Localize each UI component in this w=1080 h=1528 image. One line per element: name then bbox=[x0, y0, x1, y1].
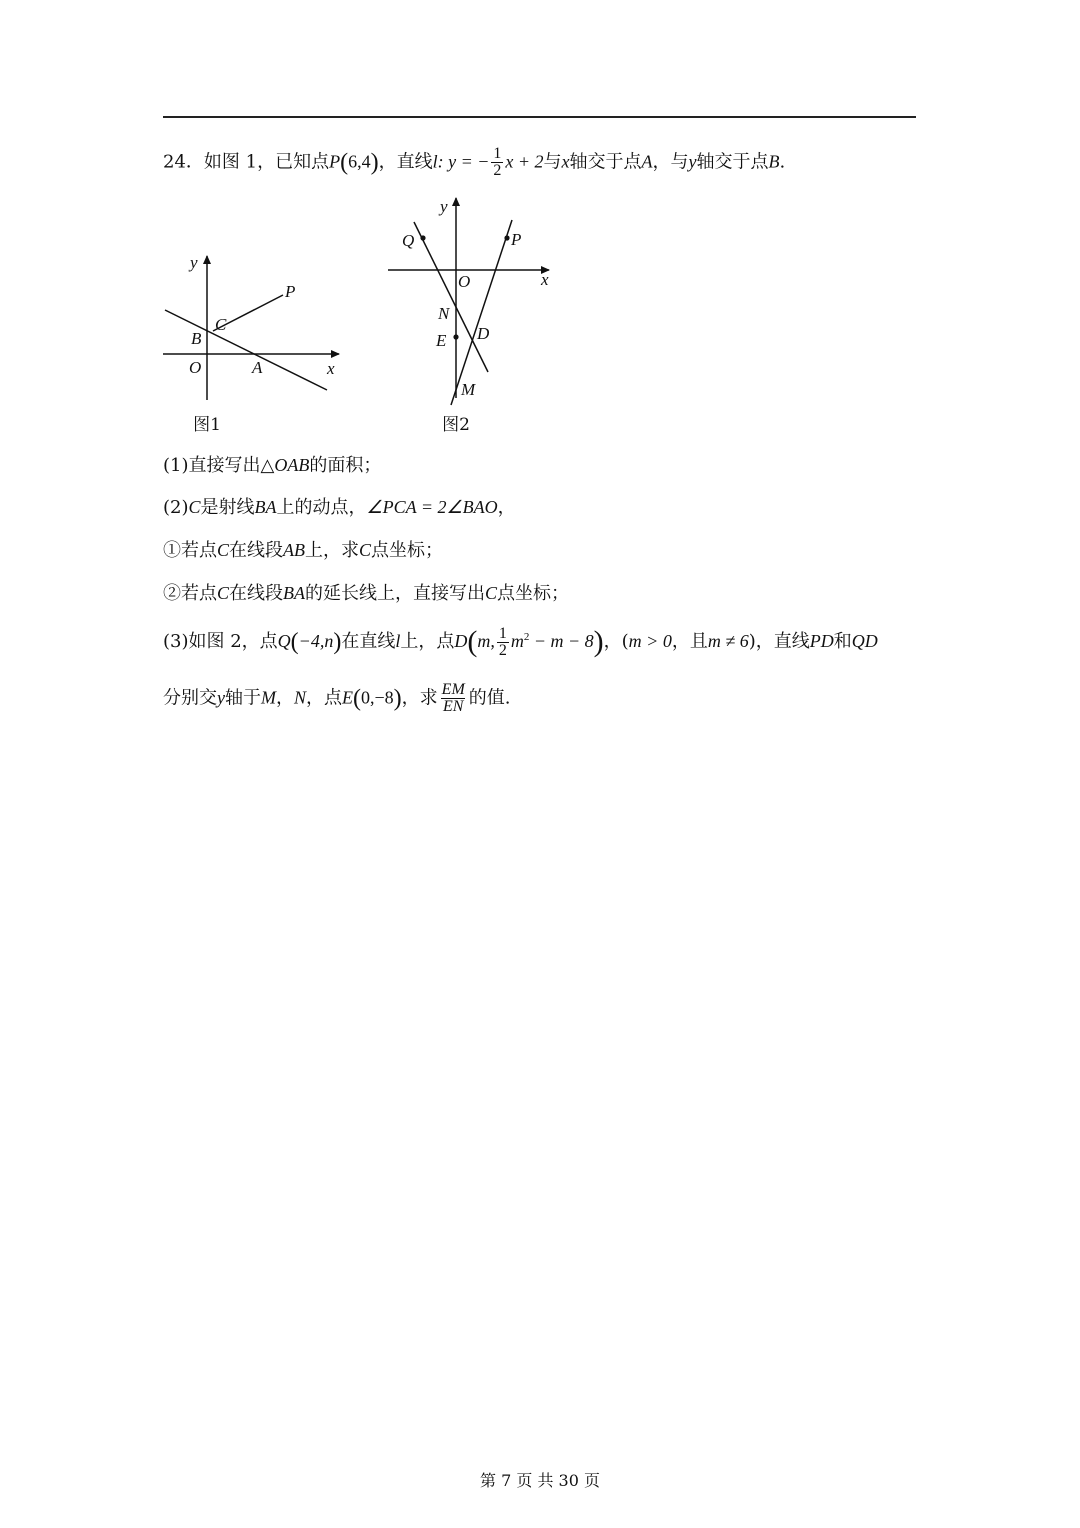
part-2-sub-2: ②若点C在线段BA的延长线上，直接写出C点坐标； bbox=[163, 583, 570, 604]
part-2-sub-1: ①若点C在线段AB上，求C点坐标； bbox=[163, 540, 444, 561]
fig1-label-y: y bbox=[190, 253, 198, 272]
fig2-point-e bbox=[453, 334, 458, 339]
part-2: (2)C是射线BA上的动点，∠PCA = 2∠BAO， bbox=[163, 497, 516, 518]
fig2-label-m: M bbox=[461, 380, 476, 399]
fig2-caption: 图2 bbox=[442, 415, 470, 435]
fig1-label-p: P bbox=[285, 282, 296, 301]
problem-number: 24． bbox=[163, 151, 204, 173]
fig2-label-p: P bbox=[511, 230, 522, 249]
fig1-line-l bbox=[165, 310, 327, 390]
figure-1 bbox=[0, 0, 1080, 460]
fig2-label-q: Q bbox=[402, 231, 415, 250]
fig2-line-pd bbox=[451, 220, 512, 405]
fig1-caption: 图1 bbox=[193, 415, 221, 435]
fraction-half-d: $\frac{1}{2}$ bbox=[498, 624, 507, 659]
fig2-label-e: E bbox=[436, 331, 447, 350]
fig2-label-n: N bbox=[438, 304, 450, 323]
fig2-label-d: D bbox=[477, 324, 490, 343]
fig2-label-y: y bbox=[440, 197, 448, 216]
fig1-label-x: x bbox=[327, 359, 335, 378]
fig2-line-qd bbox=[414, 222, 488, 372]
problem-statement: 24．如图 1，已知点P(6,4)，直线l: y = − $\frac{1}{2}$ x + 2与x轴交于点A，与y轴交于点B. bbox=[163, 145, 786, 179]
fraction-half: $\frac{1}{2}$ bbox=[493, 145, 502, 179]
page-footer: 第 7 页 共 30 页 bbox=[480, 1471, 600, 1490]
fig1-label-o: O bbox=[189, 358, 202, 377]
part-1: (1)直接写出△OAB的面积； bbox=[163, 455, 382, 476]
fig1-label-b: B bbox=[191, 329, 202, 348]
fraction-em-en: $\frac{EM}{EN}$ bbox=[441, 681, 465, 715]
fig1-label-a: A bbox=[252, 358, 263, 377]
fig2-point-q bbox=[420, 235, 425, 240]
part-3: (3)如图 2，点Q(−4,n)在直线l上，点D(m, $\frac{1}{2}$ $m^2 - m - 8$)，(m > 0，且m ≠ 6)，直线PD和QD bbox=[163, 624, 878, 659]
fig2-label-x: x bbox=[541, 270, 549, 289]
fig2-label-o: O bbox=[458, 272, 471, 291]
fig1-label-c: C bbox=[215, 315, 227, 334]
part-3-cont: 分别交y轴于M，N，点E(0,−8)，求 $\frac{EM}{EN}$ 的值. bbox=[163, 681, 511, 715]
fig2-point-p bbox=[504, 235, 509, 240]
